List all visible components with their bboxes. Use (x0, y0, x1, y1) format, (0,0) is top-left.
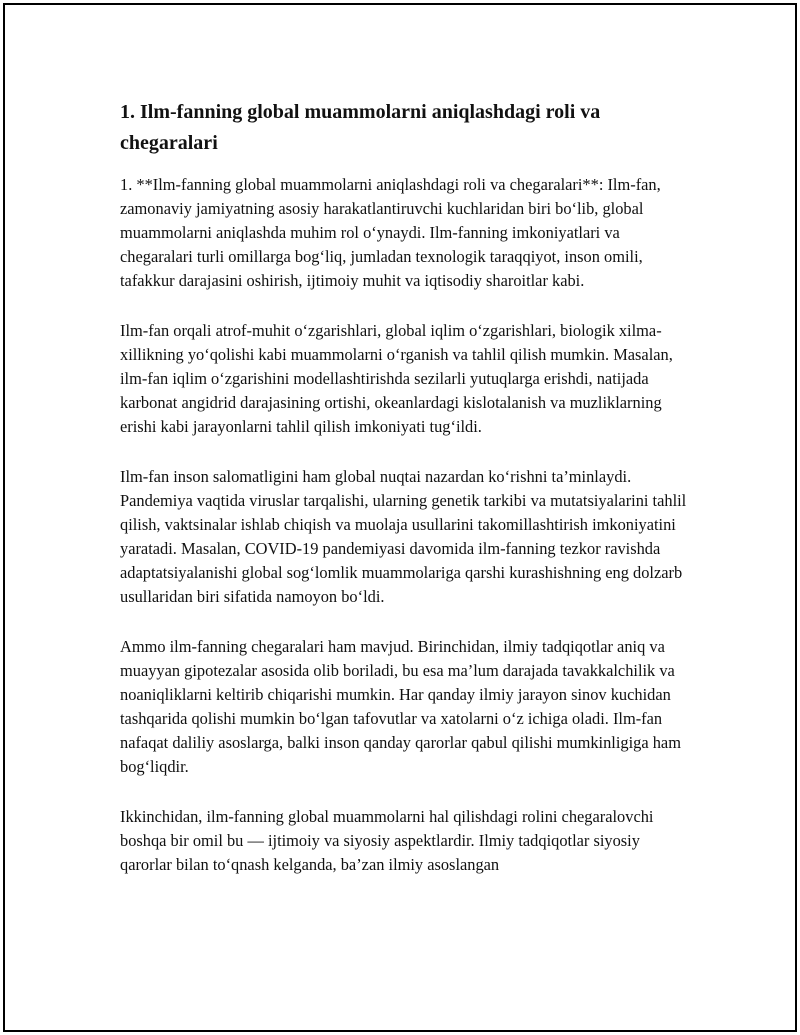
paragraph-4: Ammo ilm-fanning chegaralari ham mavjud. Birinchidan, ilmiy tadqiqotlar aniq va muayyan gipotezalar asosida olib boriladi, bu esa ma’lum darajada tavakkalchilik va noaniqliklarni keltirib chiqarishi mumkin. Har qanday ilmiy jarayon sinov kuchidan tashqarida qolishi mumkin bo‘lgan tafovutlar va xatolarni o‘z ichiga oladi. Ilm-fan nafaqat daliliy asoslarga, balki inson qanday qarorlar qabul qilishi mumkinligiga ham bog‘liqdir. (120, 637, 681, 776)
document-page (3, 3, 797, 1032)
paragraph-5: Ikkinchidan, ilm-fanning global muammolarni hal qilishdagi rolini chegaralovchi boshqa bir omil bu — ijtimoiy va siyosiy aspektlardir. Ilmiy tadqiqotlar siyosiy qarorlar bilan to‘qnash kelganda, ba’zan ilmiy asoslangan (120, 807, 654, 874)
paragraph-1: 1. **Ilm-fanning global muammolarni aniqlashdagi roli va chegaralari**: Ilm-fan, zamonaviy jamiyatning asosiy harakatlantiruvchi kuchlaridan biri bo‘lib, global muammolarni aniqlashda muhim rol o‘ynaydi. Ilm-fanning imkoniyatlari va chegaralari turli omillarga bog‘liq, jumladan texnologik taraqqiyot, inson omili, tafakkur darajasini oshirish, ijtimoiy muhit va iqtisodiy sharoitlar kabi. (120, 175, 661, 290)
paragraph-2: Ilm-fan orqali atrof-muhit o‘zgarishlari, global iqlim o‘zgarishlari, biologik xilma-xillikning yo‘qolishi kabi muammolarni o‘rganish va tahlil qilish mumkin. Masalan, ilm-fan iqlim o‘zgarishini modellashtirishda sezilarli yutuqlarga erishdi, natijada karbonat angidrid darajasining ortishi, okeanlardagi kislotalanish va muzliklarning erishi kabi jarayonlarni tahlil qilish imkoniyati tug‘ildi. (120, 321, 673, 436)
section-heading: 1. Ilm-fanning global muammolarni aniqlashdagi roli va chegaralari (120, 101, 601, 154)
document-body (120, 97, 695, 903)
paragraph-3: Ilm-fan inson salomatligini ham global nuqtai nazardan ko‘rishni ta’minlaydi. Pandemiya vaqtida viruslar tarqalishi, ularning genetik tarkibi va mutatsiyalarini tahlil qilish, vaktsinalar ishlab chiqish va muolaja usullarini takomillashtirish imkoniyatini yaratadi. Masalan, COVID-19 pandemiyasi davomida ilm-fanning tezkor ravishda adaptatsiyalanishi global sog‘lomlik muammolariga qarshi kurashishning eng dolzarb usullaridan biri sifatida namoyon bo‘ldi. (120, 467, 687, 606)
